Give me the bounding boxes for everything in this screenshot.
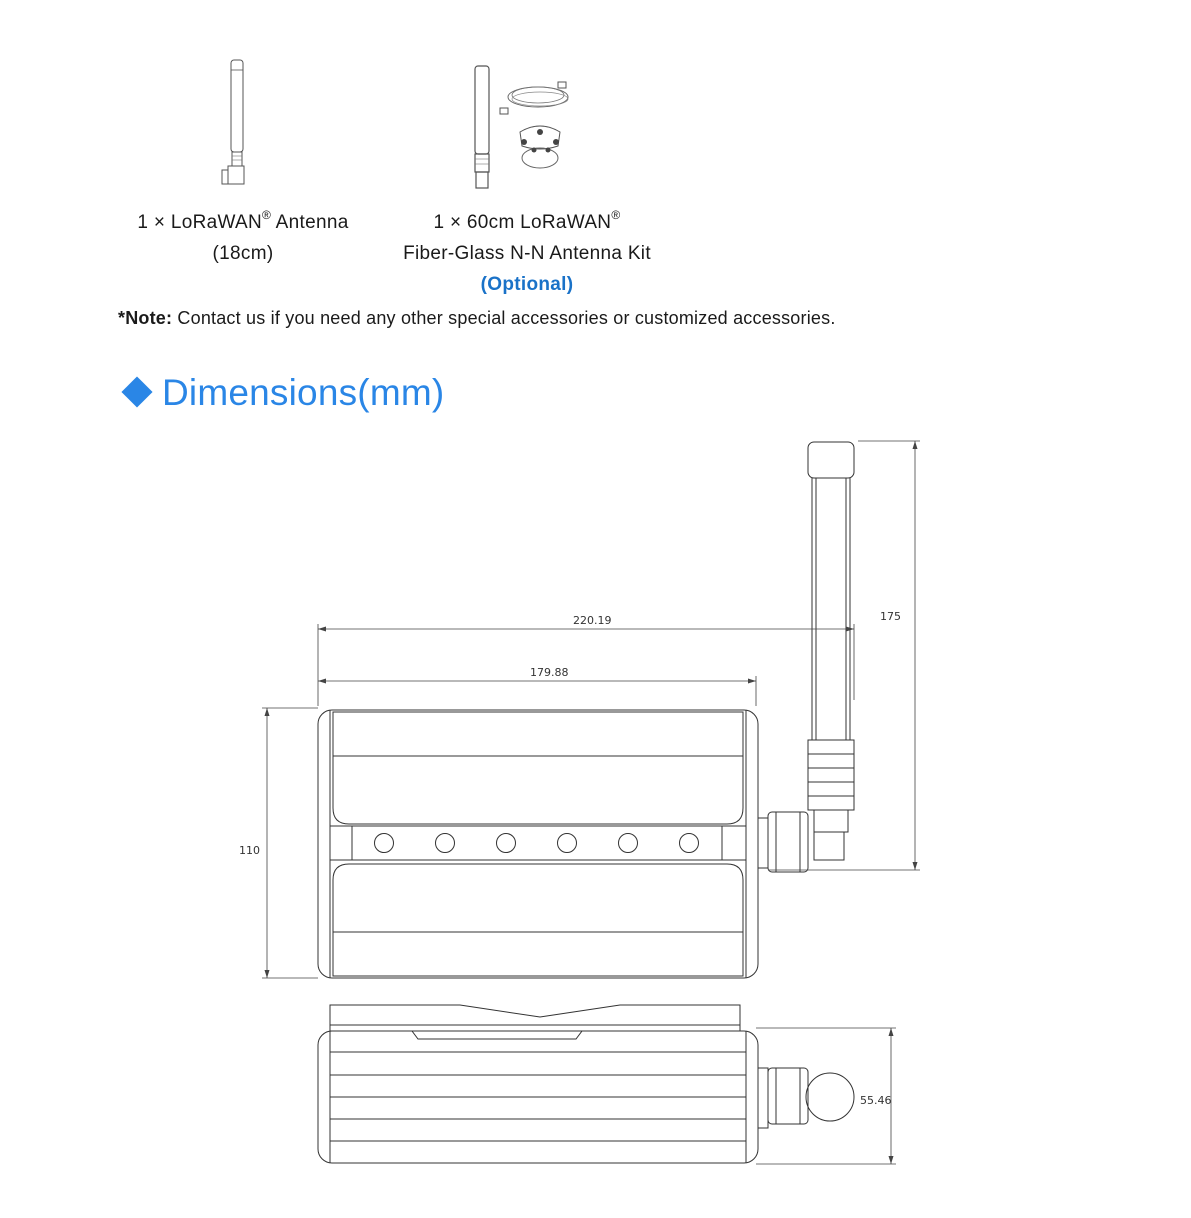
accessory-detail: (18cm) (212, 243, 274, 264)
section-title-text: Dimensions(mm) (162, 372, 445, 413)
led-indicator (680, 834, 699, 853)
device-front-view (318, 710, 758, 978)
optional-tag: (Optional) (480, 274, 574, 295)
accessory-name: 1 × 60cm LoRaWAN (433, 212, 612, 233)
accessory-name-suffix: Antenna (271, 212, 349, 233)
accessory-detail: Fiber-Glass N-N Antenna Kit (403, 243, 651, 264)
note-text: Contact us if you need any other special accessories or customized accessories. (172, 308, 836, 328)
dimension-depth: 55.46 (860, 1094, 892, 1107)
registered-mark: ® (611, 208, 621, 222)
device-side-view (318, 1005, 854, 1163)
led-indicator (375, 834, 394, 853)
led-indicator (436, 834, 455, 853)
indicator-leds (375, 834, 699, 853)
dimension-width-body: 179.88 (530, 666, 569, 679)
dimension-width-with-antenna: 220.19 (573, 614, 612, 627)
note-label: *Note: (118, 308, 173, 328)
accessory-name: 1 × LoRaWAN (137, 212, 262, 233)
dimension-height-antenna: 175 (880, 610, 901, 623)
dimension-height-body: 110 (239, 844, 260, 857)
antenna-drawing (758, 442, 854, 872)
led-indicator (558, 834, 577, 853)
registered-mark: ® (262, 208, 272, 222)
led-indicator (497, 834, 516, 853)
led-indicator (619, 834, 638, 853)
